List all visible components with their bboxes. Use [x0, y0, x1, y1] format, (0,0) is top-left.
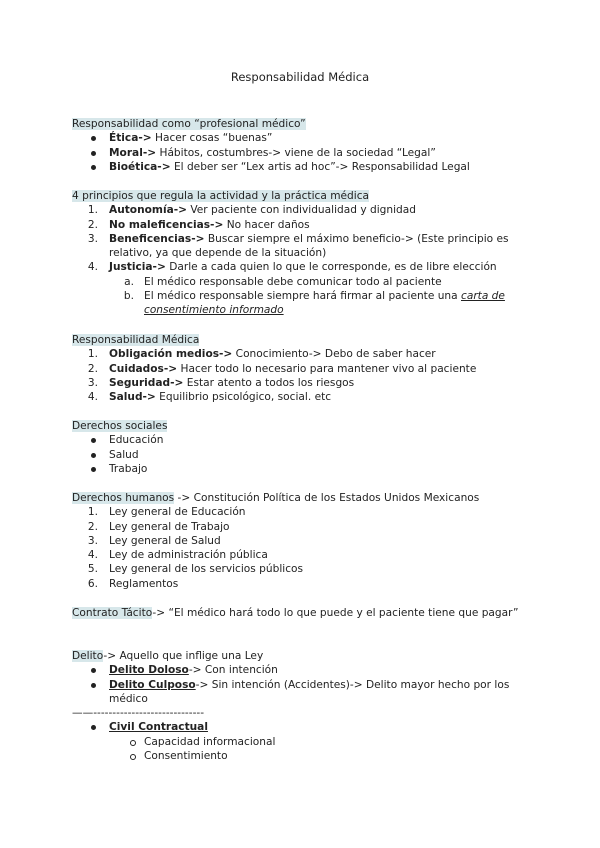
section-professional — [72, 117, 528, 174]
list-item: Ética-> Hacer cosas “buenas” — [72, 131, 528, 145]
list-item: 3. Beneficencias-> Buscar siempre el máximo beneficio-> (Este principio es relativo, ya que depende de la situación) — [87, 232, 509, 260]
section-medical-responsibility — [72, 333, 528, 404]
list-item: 4. Justicia-> Darle a cada quien lo que le corresponde, es de libre elección — [87, 261, 497, 274]
bullet-icon — [91, 165, 96, 170]
list-item: 6. Reglamentos — [87, 577, 179, 590]
list-item: Civil Contractual — [72, 720, 528, 734]
list-item: 1. Obligación medios-> Conocimiento-> Debo de saber hacer — [87, 348, 436, 361]
list-item: 4. Ley de administración pública — [87, 549, 268, 562]
circle-bullet-icon — [130, 740, 136, 746]
section-tacit-contract: Contrato Tácito-> “El médico hará todo lo que puede y el paciente tiene que pagar” — [72, 607, 519, 619]
bullet-icon — [91, 683, 96, 688]
list-item: Salud — [72, 448, 528, 462]
list-item: Educación — [72, 433, 528, 447]
section-human-rights: Derechos humanos -> Constitución Política de los Estados Unidos Mexicanos 1. Ley general de Educación 2. Ley general de Trabajo 3. Ley general de Salud 4. Ley de administración pública 5. Ley general de los servicios públicos 6. Reglamentos — [72, 491, 528, 591]
list-item: Moral-> Hábitos, costumbres-> viene de la sociedad “Legal” — [72, 146, 528, 160]
section-social-rights — [72, 419, 528, 476]
list-item: 1. Autonomía-> Ver paciente con individualidad y dignidad — [87, 204, 416, 217]
section-heading: 4 principios que regula la actividad y la práctica médica — [72, 190, 370, 202]
section-heading: Contrato Tácito — [72, 607, 153, 619]
bullet-icon — [91, 453, 96, 458]
section-heading: Delito — [72, 650, 104, 662]
section-heading: Derechos humanos — [72, 492, 175, 504]
sub-list-item: Capacidad informacional — [72, 735, 528, 749]
list-item: 2. Ley general de Trabajo — [87, 520, 230, 533]
consent-letter-link: carta de consentimiento informado — [144, 290, 505, 317]
list-item: 1. Ley general de Educación — [87, 506, 246, 519]
bullet-icon — [91, 668, 96, 673]
bullet-icon — [91, 438, 96, 443]
list-item: 2. Cuidados-> Hacer todo lo necesario para mantener vivo al paciente — [87, 362, 477, 375]
circle-bullet-icon — [130, 754, 136, 760]
list-item: Delito Culposo-> Sin intención (Accidentes)-> Delito mayor hecho por los médico — [72, 678, 528, 707]
list-item: 3. Ley general de Salud — [87, 534, 221, 547]
page-title: Responsabilidad Médica — [230, 70, 370, 84]
bullet-icon — [91, 467, 96, 472]
list-item: 4. Salud-> Equilibrio psicológico, social. etc — [87, 391, 332, 404]
bullet-icon — [91, 151, 96, 156]
list-item: 5. Ley general de los servicios públicos — [87, 563, 304, 576]
list-item: 3. Seguridad-> Estar atento a todos los riesgos — [87, 376, 355, 389]
sub-list-item: Consentimiento — [72, 749, 528, 763]
section-heading: Derechos sociales — [72, 420, 168, 432]
section-crime: Delito-> Aquello que inflige una Ley Delito Doloso-> Con intención Delito Culposo-> Sin intención (Accidentes)-> Delito mayor hecho por los médico ——----------------------------- Civil Contractual Capacidad informacional Consentimiento — [72, 649, 528, 763]
sub-list-item: a. El médico responsable debe comunicar todo al paciente — [124, 275, 442, 288]
list-item: Bioética-> El deber ser “Lex artis ad hoc”-> Responsabilidad Legal — [72, 160, 528, 174]
section-principles — [72, 189, 528, 318]
list-item: 2. No maleficencias-> No hacer daños — [87, 218, 310, 231]
sub-list-item: b. El médico responsable siempre hará firmar al paciente una carta de consentimiento informado — [123, 290, 505, 317]
list-item: Delito Doloso-> Con intención — [72, 663, 528, 677]
bullet-icon — [91, 725, 96, 730]
bullet-icon — [91, 136, 96, 141]
section-heading: Responsabilidad como “profesional médico” — [72, 118, 306, 130]
divider: ——----------------------------- — [72, 707, 205, 720]
list-item: Trabajo — [72, 462, 528, 476]
section-heading: Responsabilidad Médica — [72, 334, 200, 346]
